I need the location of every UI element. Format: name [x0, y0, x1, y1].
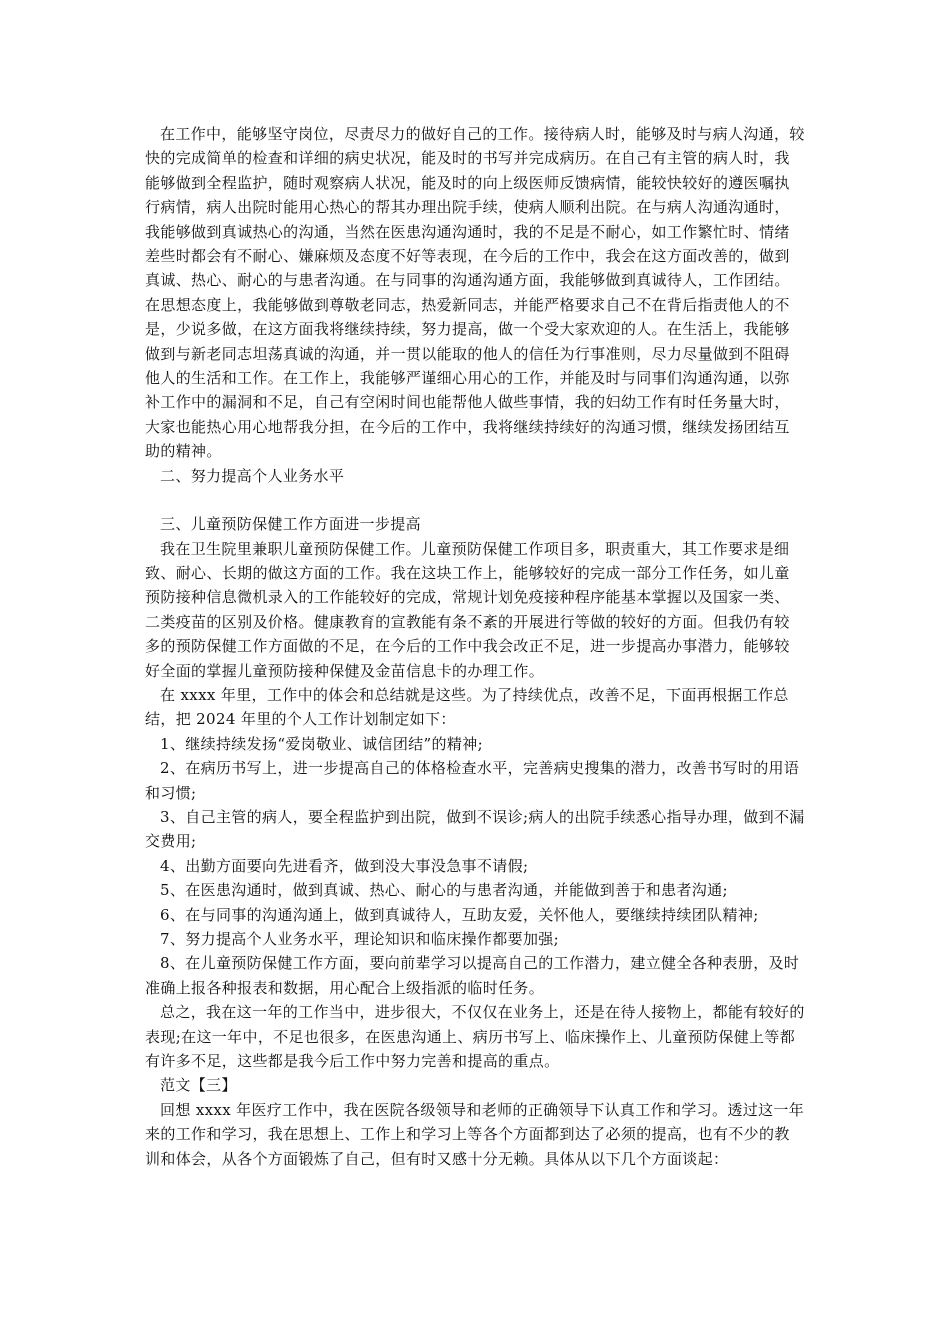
heading-section-3: 三、儿童预防保健工作方面进一步提高 [160, 515, 421, 534]
plan-item-4: 4、出勤方面要向先进看齐，做到没大事没急事不请假; [160, 856, 529, 875]
plan-item-3: 3、自己主管的病人，要全程监护到出院，做到不误诊;病人的出院手续悉心指导办理，做到不漏交费用; [145, 807, 805, 851]
plan-item-2: 2、在病历书写上，进一步提高自己的体格检查水平，完善病史搜集的潜力，改善书写时的用语和习惯; [145, 759, 800, 802]
sample-heading-3: 范文【三】 [160, 1076, 237, 1095]
paragraph-sample-3-intro: 回想 xxxx 年医疗工作中，我在医院各级领导和老师的正确领导下认真工作和学习。透过这一年来的工作和学习，我在思想上、工作上和学习上等各个方面都到达了必须的提高，也有不少的教训和体会，从各个方面锻炼了自己，但有时又感十分无赖。具体从以下几个方面谈起： [145, 1100, 805, 1168]
paragraph-child-health: 我在卫生院里兼职儿童预防保健工作。儿童预防保健工作项目多，职责重大，其工作要求是细致、耐心、长期的做这方面的工作。我在这块工作上，能够较好的完成一部分工作任务，如儿童预防接种信息微机录入的工作能较好的完成，常规计划免疫接种程序能基本掌握以及国家一类、二类疫苗的区别及价格。健康教育的宣教能有条不紊的开展进行等做的较好的方面。但我仍有较多的预防保健工作方面做的不足，在今后的工作中我会改正不足，进一步提高办事潜力，能够较好全面的掌握儿童预防接种保健及金苗信息卡的办理工作。 [145, 539, 790, 680]
document-page [145, 122, 805, 1171]
plan-item-1: 1、继续持续发扬“爱岗敬业、诚信团结”的精神; [160, 734, 483, 753]
paragraph-work-attitude: 在工作中，能够坚守岗位，尽责尽力的做好自己的工作。接待病人时，能够及时与病人沟通，较快的完成简单的检查和详细的病史状况，能及时的书写并完成病历。在自己有主管的病人时，我能够做到全程监护，随时观察病人状况，能及时的向上级医师反馈病情，能较快较好的遵医嘱执行病情，病人出院时能用心热心的帮其办理出院手续，使病人顺利出院。在与病人沟通沟通时，我能够做到真诚热心的沟通，当然在医患沟通沟通时，我的不足是不耐心，如工作繁忙时、情绪差些时都会有不耐心、嫌麻烦及态度不好等表现，在今后的工作中，我会在这方面改善的，做到真诚、热心、耐心的与患者沟通。在与同事的沟通沟通方面，我能够做到真诚待人，工作团结。在思想态度上，我能够做到尊敬老同志，热爱新同志，并能严格要求自己不在背后指责他人的不是，少说多做，在这方面我将继续持续，努力提高，做一个受大家欢迎的人。在生活上，我能够做到与新老同志坦荡真诚的沟通，并一贯以能取的他人的信任为行事准则，尽力尽量做到不阻碍他人的生活和工作。在工作上，我能够严谨细心用心的工作，并能及时与同事们沟通沟通，以弥补工作中的漏洞和不足，自己有空闲时间也能帮他人做些事情，我的妇幼工作有时任务量大时，大家也能热心用心地帮我分担，在今后的工作中，我将继续持续好的沟通习惯，继续发扬团结互助的精神。 [145, 125, 805, 461]
heading-section-2: 二、努力提高个人业务水平 [160, 466, 345, 485]
paragraph-conclusion: 总之，我在这一年的工作当中，进步很大，不仅仅在业务上，还是在待人接物上，都能有较好的表现;在这一年中，不足也很多，在医患沟通上、病历书写上、临床操作上、儿童预防保健上等都有许多不足，这些都是我今后工作中努力完善和提高的重点。 [145, 1003, 805, 1071]
plan-item-5: 5、在医患沟通时，做到真诚、热心、耐心的与患者沟通，并能做到善于和患者沟通; [160, 881, 728, 900]
paragraph-summary-intro: 在 xxxx 年里，工作中的体会和总结就是这些。为了持续优点，改善不足，下面再根据工作总结，把 2024 年里的个人工作计划制定如下： [145, 685, 789, 729]
plan-item-6: 6、在与同事的沟通沟通上，做到真诚待人，互助友爱，关怀他人，要继续持续团队精神; [160, 905, 759, 924]
plan-item-8: 8、在儿童预防保健工作方面，要向前辈学习以提高自己的工作潜力，建立健全各种表册，及时准确上报各种报表和数据，用心配合上级指派的临时任务。 [145, 954, 800, 997]
plan-item-7: 7、努力提高个人业务水平，理论知识和临床操作都要加强; [160, 930, 560, 948]
